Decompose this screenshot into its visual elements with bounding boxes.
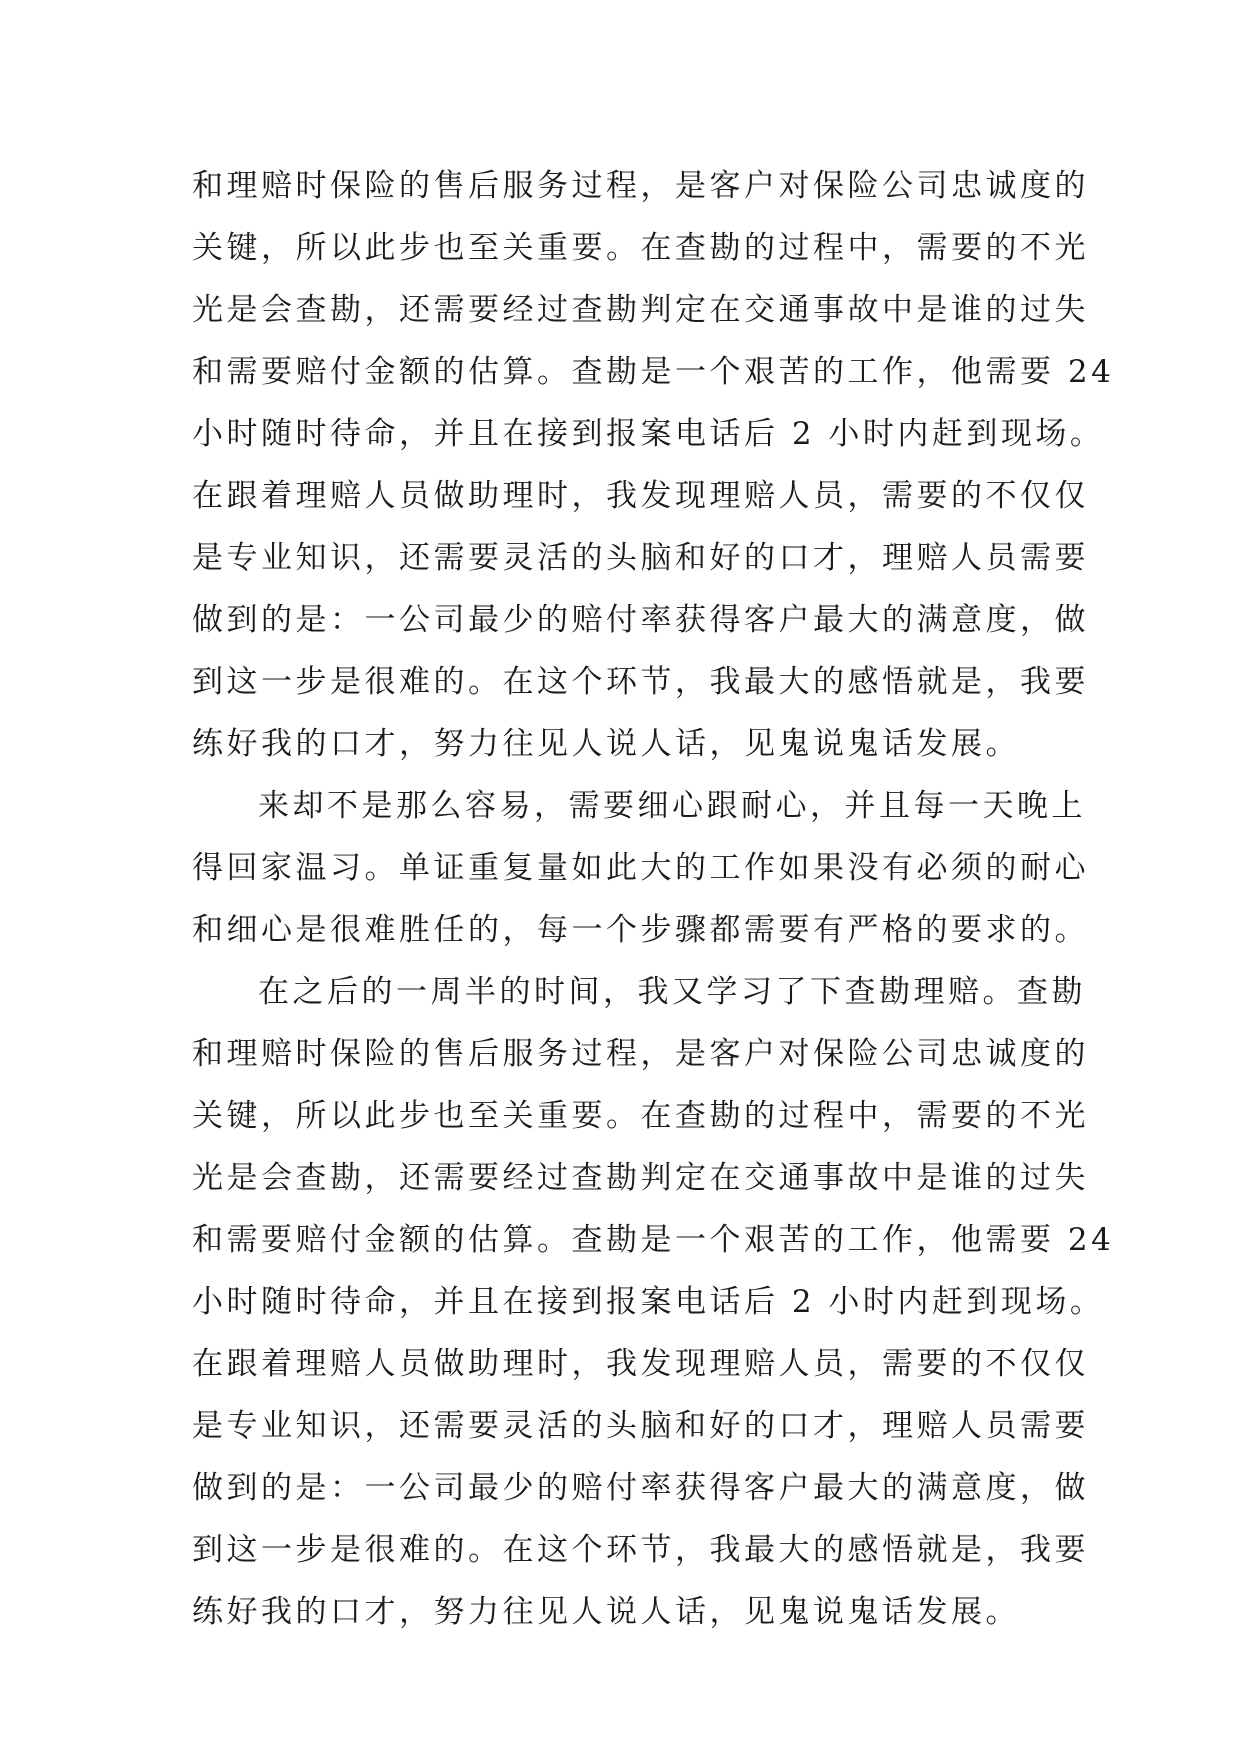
text-line: 小时随时待命，并且在接到报案电话后 2 小时内赶到现场。 bbox=[192, 416, 1105, 452]
body-text bbox=[192, 155, 1115, 1643]
paragraph-start-line: 来却不是那么容易，需要细心跟耐心，并且每一天晚上 bbox=[258, 788, 1086, 824]
text-line: 在跟着理赔人员做助理时，我发现理赔人员，需要的不仅仅 bbox=[192, 1346, 1089, 1382]
text-line: 小时随时待命，并且在接到报案电话后 2 小时内赶到现场。 bbox=[192, 1284, 1105, 1320]
text-line: 和需要赔付金额的估算。查勘是一个艰苦的工作，他需要 24 bbox=[192, 354, 1115, 390]
text-line: 到这一步是很难的。在这个环节，我最大的感悟就是，我要 bbox=[192, 1532, 1089, 1568]
paragraph-start-line: 在之后的一周半的时间，我又学习了下查勘理赔。查勘 bbox=[258, 974, 1086, 1010]
text-line: 练好我的口才，努力往见人说人话，见鬼说鬼话发展。 bbox=[192, 1594, 1020, 1630]
text-line: 和细心是很难胜任的，每一个步骤都需要有严格的要求的。 bbox=[192, 912, 1089, 948]
text-line: 在跟着理赔人员做助理时，我发现理赔人员，需要的不仅仅 bbox=[192, 478, 1089, 514]
text-line: 关键，所以此步也至关重要。在查勘的过程中，需要的不光 bbox=[192, 230, 1089, 266]
text-line: 关键，所以此步也至关重要。在查勘的过程中，需要的不光 bbox=[192, 1098, 1089, 1134]
text-line: 做到的是：一公司最少的赔付率获得客户最大的满意度，做 bbox=[192, 1470, 1089, 1506]
text-line: 是专业知识，还需要灵活的头脑和好的口才，理赔人员需要 bbox=[192, 1408, 1089, 1444]
text-line: 光是会查勘，还需要经过查勘判定在交通事故中是谁的过失 bbox=[192, 1160, 1089, 1196]
text-line: 到这一步是很难的。在这个环节，我最大的感悟就是，我要 bbox=[192, 664, 1089, 700]
text-line: 光是会查勘，还需要经过查勘判定在交通事故中是谁的过失 bbox=[192, 292, 1089, 328]
text-line: 和理赔时保险的售后服务过程，是客户对保险公司忠诚度的 bbox=[192, 168, 1089, 204]
text-line: 和理赔时保险的售后服务过程，是客户对保险公司忠诚度的 bbox=[192, 1036, 1089, 1072]
text-line: 是专业知识，还需要灵活的头脑和好的口才，理赔人员需要 bbox=[192, 540, 1089, 576]
text-line: 和需要赔付金额的估算。查勘是一个艰苦的工作，他需要 24 bbox=[192, 1222, 1115, 1258]
text-line: 做到的是：一公司最少的赔付率获得客户最大的满意度，做 bbox=[192, 602, 1089, 638]
text-line: 得回家温习。单证重复量如此大的工作如果没有必须的耐心 bbox=[192, 850, 1089, 886]
text-line: 练好我的口才，努力往见人说人话，见鬼说鬼话发展。 bbox=[192, 726, 1020, 762]
